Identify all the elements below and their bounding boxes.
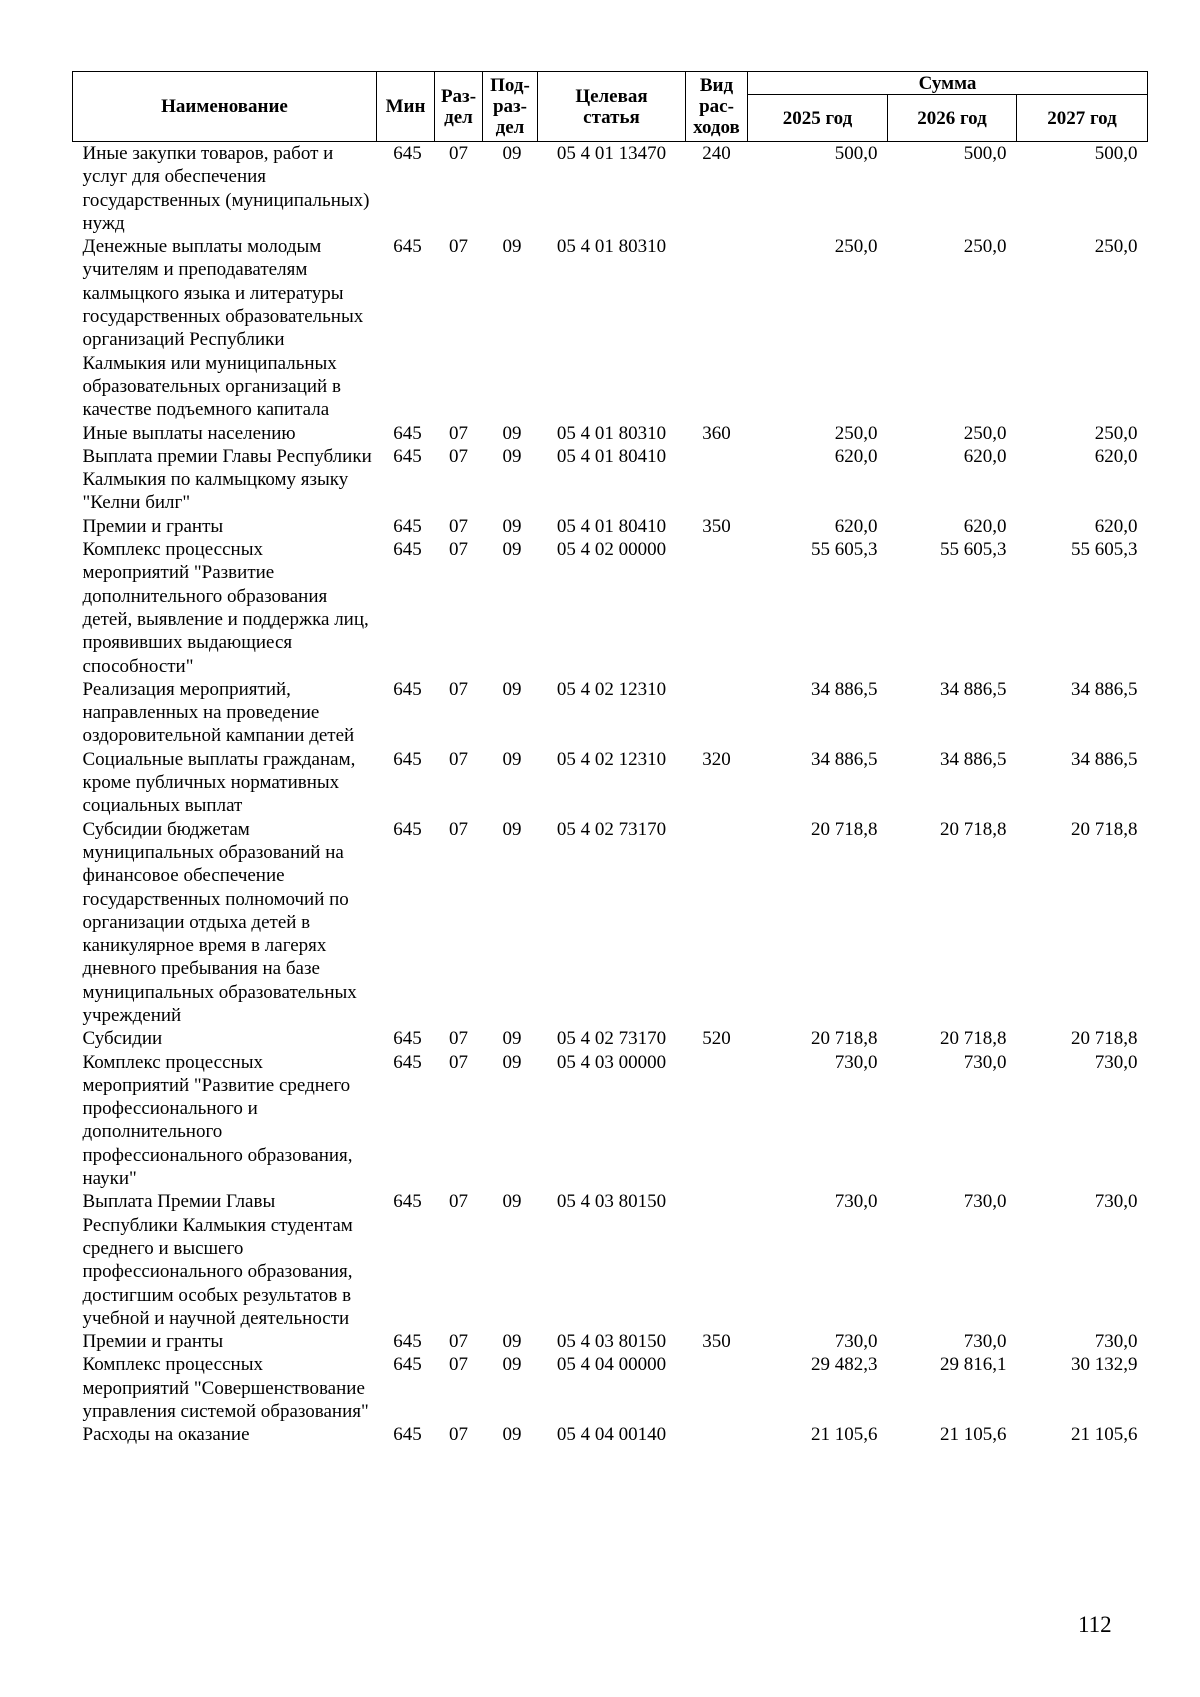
row-expense-type: 350: [702, 1331, 731, 1353]
row-target: 05 4 01 80410: [556, 445, 667, 467]
row-sum-2027: 250,0: [1094, 422, 1138, 444]
table-row: [73, 1051, 1148, 1191]
row-subsection: 09: [502, 539, 522, 561]
row-subsection: 09: [502, 748, 522, 770]
row-sum-2027: 20 718,8: [1071, 1028, 1138, 1050]
row-subsection: 09: [502, 678, 522, 700]
row-sum-2025: 20 718,8: [811, 818, 878, 840]
header-ministry: Мин: [377, 72, 435, 142]
table-row: [73, 1330, 1148, 1353]
row-name: Выплата Премии Главы Республики Калмыкия студентам среднего и высшего профессионального образования, достигшим особых результатов в учебной и научной деятельности: [82, 1191, 353, 1329]
row-sum-2027: 34 886,5: [1071, 748, 1138, 770]
row-ministry: 645: [393, 515, 422, 537]
row-sum-2025: 620,0: [834, 515, 878, 537]
row-target: 05 4 03 00000: [556, 1051, 667, 1073]
row-sum-2027: 34 886,5: [1071, 678, 1138, 700]
row-section: 07: [449, 422, 468, 444]
row-sum-2025: 500,0: [834, 143, 878, 164]
row-sum-2026: 500,0: [963, 143, 1007, 164]
row-sum-2026: 55 605,3: [940, 539, 1007, 561]
row-expense-type: [686, 538, 748, 678]
row-ministry: 645: [393, 1424, 422, 1446]
row-subsection: 09: [502, 515, 522, 537]
row-sum-2027: 20 718,8: [1071, 818, 1138, 840]
row-sum-2026: 620,0: [963, 515, 1007, 537]
row-target: 05 4 01 13470: [556, 143, 667, 164]
table-body: [73, 142, 1148, 1447]
table-row: [73, 1353, 1148, 1423]
row-ministry: 645: [393, 748, 422, 770]
table-row: [73, 818, 1148, 1028]
row-name: Комплекс процессных мероприятий "Развитие среднего профессионального и дополнительного профессионального образования, науки": [82, 1051, 353, 1190]
row-ministry: 645: [393, 445, 422, 467]
budget-table: [72, 71, 1148, 1447]
row-ministry: 645: [393, 539, 422, 561]
row-section: 07: [449, 143, 468, 164]
row-target: 05 4 02 73170: [556, 818, 667, 840]
row-subsection: 09: [502, 1424, 522, 1446]
row-sum-2025: 29 482,3: [811, 1354, 878, 1376]
row-section: 07: [449, 678, 468, 700]
row-sum-2026: 34 886,5: [940, 678, 1007, 700]
row-expense-type: [686, 818, 748, 1028]
row-name: Выплата премии Главы Республики Калмыкия по калмыцкому языку "Келни билг": [82, 445, 372, 514]
table-row: [73, 748, 1148, 818]
row-sum-2026: 730,0: [963, 1051, 1007, 1073]
row-subsection: 09: [502, 1191, 522, 1213]
row-subsection: 09: [502, 236, 522, 258]
row-target: 05 4 02 00000: [556, 539, 667, 561]
row-target: 05 4 01 80310: [556, 236, 667, 258]
row-sum-2026: 20 718,8: [940, 1028, 1007, 1050]
row-sum-2025: 21 105,6: [811, 1424, 878, 1446]
row-expense-type: 350: [702, 515, 731, 537]
row-expense-type: [686, 235, 748, 421]
row-sum-2025: 34 886,5: [811, 748, 878, 770]
table-row: [73, 142, 1148, 236]
row-sum-2027: 250,0: [1094, 236, 1138, 258]
row-sum-2027: 55 605,3: [1071, 539, 1138, 561]
header-name: Наименование: [73, 72, 377, 142]
header-year-2025: 2025 год: [748, 95, 888, 142]
row-sum-2025: 250,0: [834, 422, 878, 444]
row-subsection: 09: [502, 1051, 522, 1073]
row-ministry: 645: [393, 422, 422, 444]
row-section: 07: [449, 539, 468, 561]
header-target: Целевая статья: [538, 72, 686, 142]
row-subsection: 09: [502, 422, 522, 444]
row-section: 07: [449, 1424, 468, 1446]
row-subsection: 09: [502, 818, 522, 840]
row-sum-2025: 730,0: [834, 1191, 878, 1213]
row-name: Расходы на оказание: [82, 1424, 250, 1446]
row-name: Комплекс процессных мероприятий "Развитие дополнительного образования детей, выявление и поддержка лиц, проявивших выдающиеся способности": [82, 539, 369, 677]
row-subsection: 09: [502, 1028, 522, 1050]
row-target: 05 4 04 00000: [556, 1354, 667, 1376]
row-sum-2027: 30 132,9: [1071, 1354, 1138, 1376]
row-target: 05 4 02 73170: [556, 1028, 667, 1050]
row-name: Субсидии бюджетам муниципальных образований на финансовое обеспечение государственных полномочий по организации отдыха детей в каникулярное время в лагерях дневного пребывания на базе муниципальных образовательных учреждений: [82, 818, 357, 1026]
row-ministry: 645: [393, 1191, 422, 1213]
row-expense-type: 320: [702, 748, 731, 770]
row-sum-2027: 620,0: [1094, 445, 1138, 467]
table-row: [73, 1027, 1148, 1050]
row-section: 07: [449, 748, 468, 770]
row-name: Премии и гранты: [82, 1331, 224, 1353]
row-expense-type: [686, 1423, 748, 1446]
row-section: 07: [449, 236, 468, 258]
row-ministry: 645: [393, 1354, 422, 1376]
table-header: [73, 72, 1148, 142]
row-target: 05 4 01 80310: [556, 422, 667, 444]
row-subsection: 09: [502, 1354, 522, 1376]
row-expense-type: [686, 1190, 748, 1330]
row-sum-2027: 730,0: [1094, 1331, 1138, 1353]
row-section: 07: [449, 1028, 468, 1050]
row-section: 07: [449, 1354, 468, 1376]
row-expense-type: [686, 1353, 748, 1423]
table-row: [73, 678, 1148, 748]
row-name: Иные выплаты населению: [82, 422, 296, 444]
row-section: 07: [449, 445, 468, 467]
row-subsection: 09: [502, 1331, 522, 1353]
table-row: [73, 445, 1148, 515]
row-sum-2026: 250,0: [963, 422, 1007, 444]
row-name: Иные закупки товаров, работ и услуг для обеспечения государственных (муниципальных) нужд: [82, 143, 370, 234]
row-sum-2027: 730,0: [1094, 1051, 1138, 1073]
row-expense-type: 360: [702, 422, 731, 444]
row-ministry: 645: [393, 818, 422, 840]
row-target: 05 4 03 80150: [556, 1331, 667, 1353]
row-ministry: 645: [393, 236, 422, 258]
row-sum-2026: 250,0: [963, 236, 1007, 258]
row-sum-2026: 730,0: [963, 1331, 1007, 1353]
row-expense-type: [686, 678, 748, 748]
row-sum-2025: 34 886,5: [811, 678, 878, 700]
row-sum-2025: 620,0: [834, 445, 878, 467]
row-sum-2025: 730,0: [834, 1051, 878, 1073]
row-sum-2026: 29 816,1: [940, 1354, 1007, 1376]
header-year-2027: 2027 год: [1017, 95, 1148, 142]
header-expense-type: Вид рас- ходов: [686, 72, 748, 142]
table-row: [73, 515, 1148, 538]
row-sum-2027: 500,0: [1094, 143, 1138, 164]
row-sum-2027: 620,0: [1094, 515, 1138, 537]
header-sum: Сумма: [748, 72, 1148, 95]
row-ministry: 645: [393, 1028, 422, 1050]
row-sum-2026: 34 886,5: [940, 748, 1007, 770]
row-section: 07: [449, 1051, 468, 1073]
row-section: 07: [449, 1191, 468, 1213]
row-subsection: 09: [502, 445, 522, 467]
row-expense-type: [686, 445, 748, 515]
row-ministry: 645: [393, 1051, 422, 1073]
table-row: [73, 1190, 1148, 1330]
row-expense-type: 520: [702, 1028, 731, 1050]
row-target: 05 4 02 12310: [556, 678, 667, 700]
row-sum-2025: 55 605,3: [811, 539, 878, 561]
row-ministry: 645: [393, 678, 422, 700]
row-sum-2025: 730,0: [834, 1331, 878, 1353]
row-subsection: 09: [502, 143, 522, 164]
row-ministry: 645: [393, 143, 422, 164]
row-expense-type: 240: [702, 143, 731, 164]
table-row: [73, 235, 1148, 421]
row-sum-2025: 250,0: [834, 236, 878, 258]
row-target: 05 4 03 80150: [556, 1191, 667, 1213]
row-name: Реализация мероприятий, направленных на проведение оздоровительной кампании детей: [82, 678, 355, 747]
row-name: Денежные выплаты молодым учителям и преподавателям калмыцкого языка и литературы государственных образовательных организаций Республики Калмыкия или муниципальных образовательных организаций в качестве подъемного капитала: [82, 236, 364, 421]
row-name: Субсидии: [82, 1028, 163, 1050]
page-number: 112: [1078, 1612, 1112, 1637]
row-sum-2026: 620,0: [963, 445, 1007, 467]
row-target: 05 4 02 12310: [556, 748, 667, 770]
table-row: [73, 422, 1148, 445]
budget-table-container: [72, 71, 1147, 1447]
header-section: Раз- дел: [435, 72, 483, 142]
row-name: Премии и гранты: [82, 515, 224, 537]
row-target: 05 4 01 80410: [556, 515, 667, 537]
row-sum-2025: 20 718,8: [811, 1028, 878, 1050]
row-name: Комплекс процессных мероприятий "Совершенствование управления системой образования": [82, 1354, 369, 1423]
row-section: 07: [449, 1331, 468, 1353]
row-sum-2026: 730,0: [963, 1191, 1007, 1213]
row-section: 07: [449, 818, 468, 840]
header-subsection: Под- раз- дел: [483, 72, 538, 142]
row-target: 05 4 04 00140: [556, 1424, 667, 1446]
row-sum-2027: 730,0: [1094, 1191, 1138, 1213]
row-sum-2026: 20 718,8: [940, 818, 1007, 840]
row-sum-2026: 21 105,6: [940, 1424, 1007, 1446]
header-year-2026: 2026 год: [888, 95, 1017, 142]
row-name: Социальные выплаты гражданам, кроме публичных нормативных социальных выплат: [82, 748, 356, 817]
row-ministry: 645: [393, 1331, 422, 1353]
row-expense-type: [686, 1051, 748, 1191]
row-section: 07: [449, 515, 468, 537]
table-row: [73, 1423, 1148, 1446]
table-row: [73, 538, 1148, 678]
row-sum-2027: 21 105,6: [1071, 1424, 1138, 1446]
